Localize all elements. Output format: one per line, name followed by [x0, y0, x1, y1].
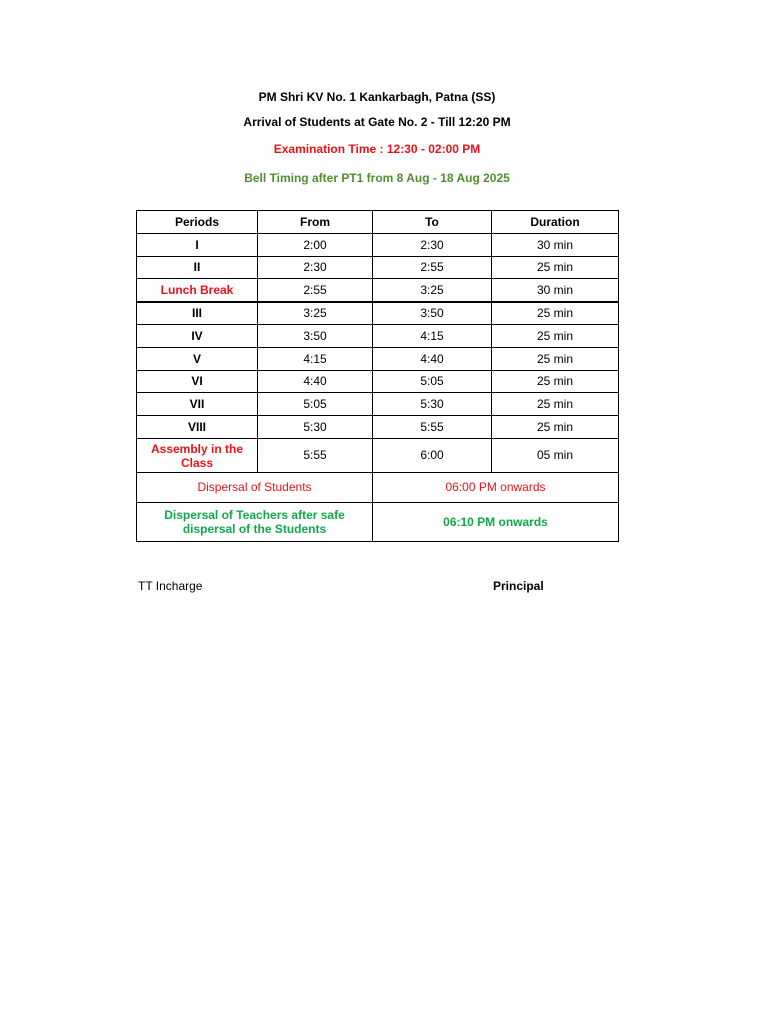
- duration-cell: 25 min: [492, 302, 619, 325]
- principal-signature: Principal: [493, 579, 544, 593]
- bell-timing-title: Bell Timing after PT1 from 8 Aug - 18 Aug 2025: [244, 171, 510, 185]
- duration-cell: 05 min: [492, 438, 619, 472]
- col-header-periods: Periods: [137, 211, 258, 234]
- duration-cell: 25 min: [492, 256, 619, 279]
- dispersal-teachers-row: [137, 502, 619, 541]
- duration-cell: 25 min: [492, 370, 619, 393]
- to-cell: 3:50: [373, 302, 492, 325]
- table-row-assembly: [137, 438, 619, 472]
- table-row: [137, 302, 619, 325]
- table-row: [137, 347, 619, 370]
- dispersal-students-label: Dispersal of Students: [137, 472, 373, 502]
- to-cell: 5:05: [373, 370, 492, 393]
- school-title: PM Shri KV No. 1 Kankarbagh, Patna (SS): [258, 90, 496, 104]
- period-cell: V: [137, 347, 258, 370]
- from-cell: 2:30: [258, 256, 373, 279]
- period-cell: III: [137, 302, 258, 325]
- to-cell: 4:40: [373, 347, 492, 370]
- table-row: [137, 393, 619, 416]
- to-cell: 5:55: [373, 416, 492, 439]
- from-cell: 5:55: [258, 438, 373, 472]
- from-cell: 3:50: [258, 324, 373, 347]
- bell-timing-table: [136, 210, 619, 542]
- duration-cell: 25 min: [492, 324, 619, 347]
- exam-time: Examination Time : 12:30 - 02:00 PM: [273, 142, 481, 156]
- to-cell: 3:25: [373, 279, 492, 302]
- col-header-from: From: [258, 211, 373, 234]
- to-cell: 6:00: [373, 438, 492, 472]
- period-cell: I: [137, 233, 258, 256]
- dispersal-teachers-label: Dispersal of Teachers after safe dispersal of the Students: [137, 502, 373, 541]
- from-cell: 4:40: [258, 370, 373, 393]
- table-row-lunch: [137, 279, 619, 302]
- period-cell: VIII: [137, 416, 258, 439]
- dispersal-students-row: [137, 472, 619, 502]
- to-cell: 5:30: [373, 393, 492, 416]
- duration-cell: 30 min: [492, 279, 619, 302]
- duration-cell: 25 min: [492, 347, 619, 370]
- dispersal-students-time: 06:00 PM onwards: [373, 472, 619, 502]
- period-cell-assembly: Assembly in the Class: [137, 438, 258, 472]
- to-cell: 2:55: [373, 256, 492, 279]
- period-cell: II: [137, 256, 258, 279]
- table-row: [137, 256, 619, 279]
- period-cell: VI: [137, 370, 258, 393]
- dispersal-teachers-time: 06:10 PM onwards: [373, 502, 619, 541]
- duration-cell: 30 min: [492, 233, 619, 256]
- arrival-note: Arrival of Students at Gate No. 2 - Till 12:20 PM: [243, 115, 511, 129]
- table-row: [137, 324, 619, 347]
- table-row: [137, 233, 619, 256]
- from-cell: 4:15: [258, 347, 373, 370]
- period-cell-lunch: Lunch Break: [137, 279, 258, 302]
- col-header-to: To: [373, 211, 492, 234]
- to-cell: 4:15: [373, 324, 492, 347]
- to-cell: 2:30: [373, 233, 492, 256]
- tt-incharge-signature: TT Incharge: [138, 579, 203, 593]
- table-header-row: [137, 211, 619, 234]
- from-cell: 5:05: [258, 393, 373, 416]
- table-row: [137, 416, 619, 439]
- from-cell: 2:55: [258, 279, 373, 302]
- col-header-duration: Duration: [492, 211, 619, 234]
- from-cell: 5:30: [258, 416, 373, 439]
- table-row: [137, 370, 619, 393]
- period-cell: VII: [137, 393, 258, 416]
- from-cell: 2:00: [258, 233, 373, 256]
- from-cell: 3:25: [258, 302, 373, 325]
- duration-cell: 25 min: [492, 393, 619, 416]
- period-cell: IV: [137, 324, 258, 347]
- duration-cell: 25 min: [492, 416, 619, 439]
